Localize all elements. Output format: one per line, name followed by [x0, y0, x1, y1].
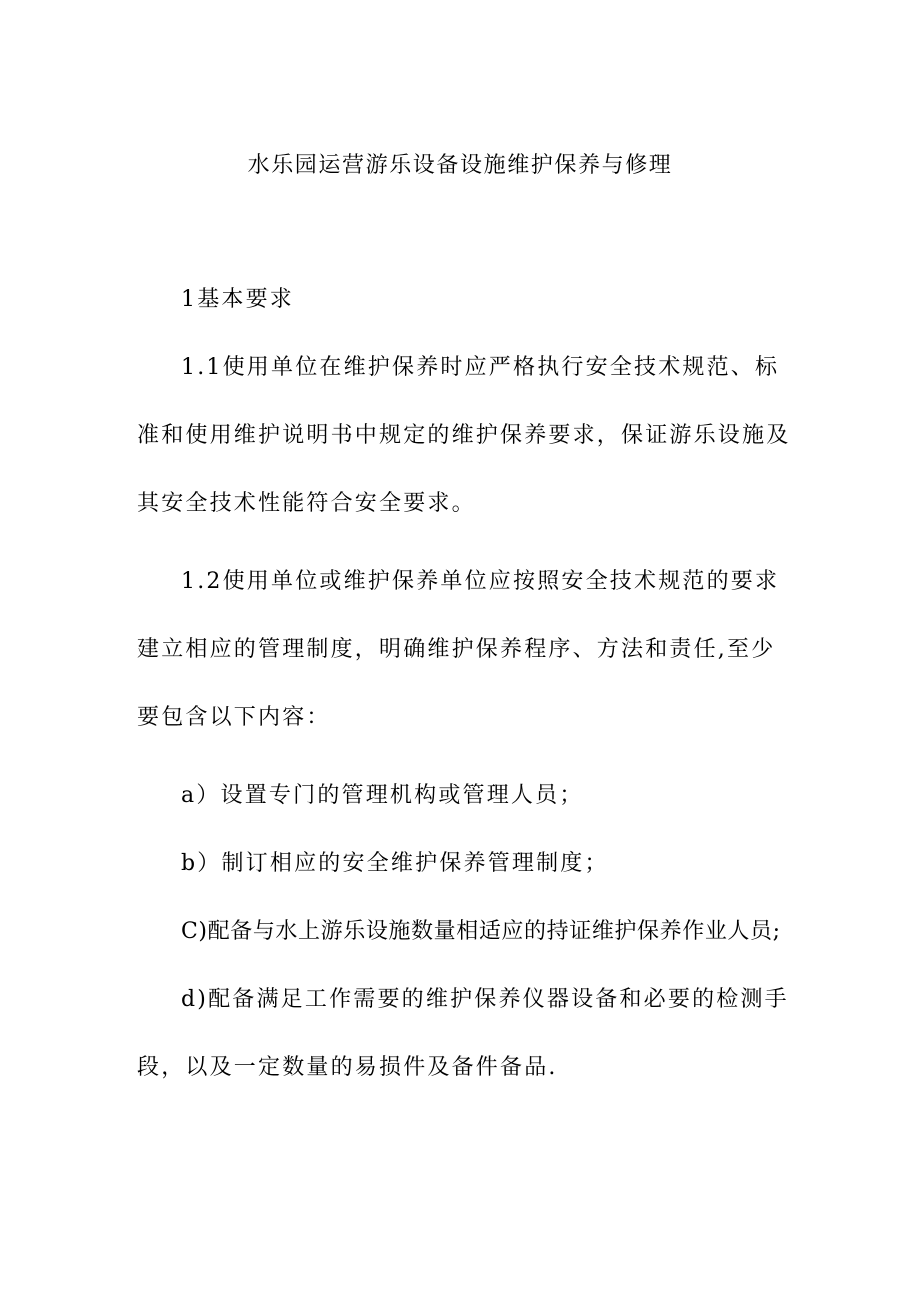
document-title: 水乐园运营游乐设备设施维护保养与修理	[247, 153, 673, 178]
section-heading: 1基本要求	[181, 287, 294, 312]
paragraph-1-2: 1.2使用单位或维护保养单位应按照安全技术规范的要求建立相应的管理制度，明确维护保养程序、方法和责任,至少要包含以下内容：	[137, 569, 780, 730]
list-item-a: a）设置专门的管理机构或管理人员；	[181, 783, 584, 808]
list-item-d: d)配备满足工作需要的维护保养仪器设备和必要的检测手段，以及一定数量的易损件及备件备品.	[137, 987, 789, 1080]
list-item-b: b）制订相应的安全维护保养管理制度；	[181, 851, 609, 876]
list-item-c: C)配备与水上游乐设施数量相适应的持证维护保养作业人员;	[181, 919, 781, 944]
paragraph-1-1: 1.1使用单位在维护保养时应严格执行安全技术规范、标准和使用维护说明书中规定的维护保养要求，保证游乐设施及其安全技术性能符合安全要求。	[137, 355, 791, 516]
